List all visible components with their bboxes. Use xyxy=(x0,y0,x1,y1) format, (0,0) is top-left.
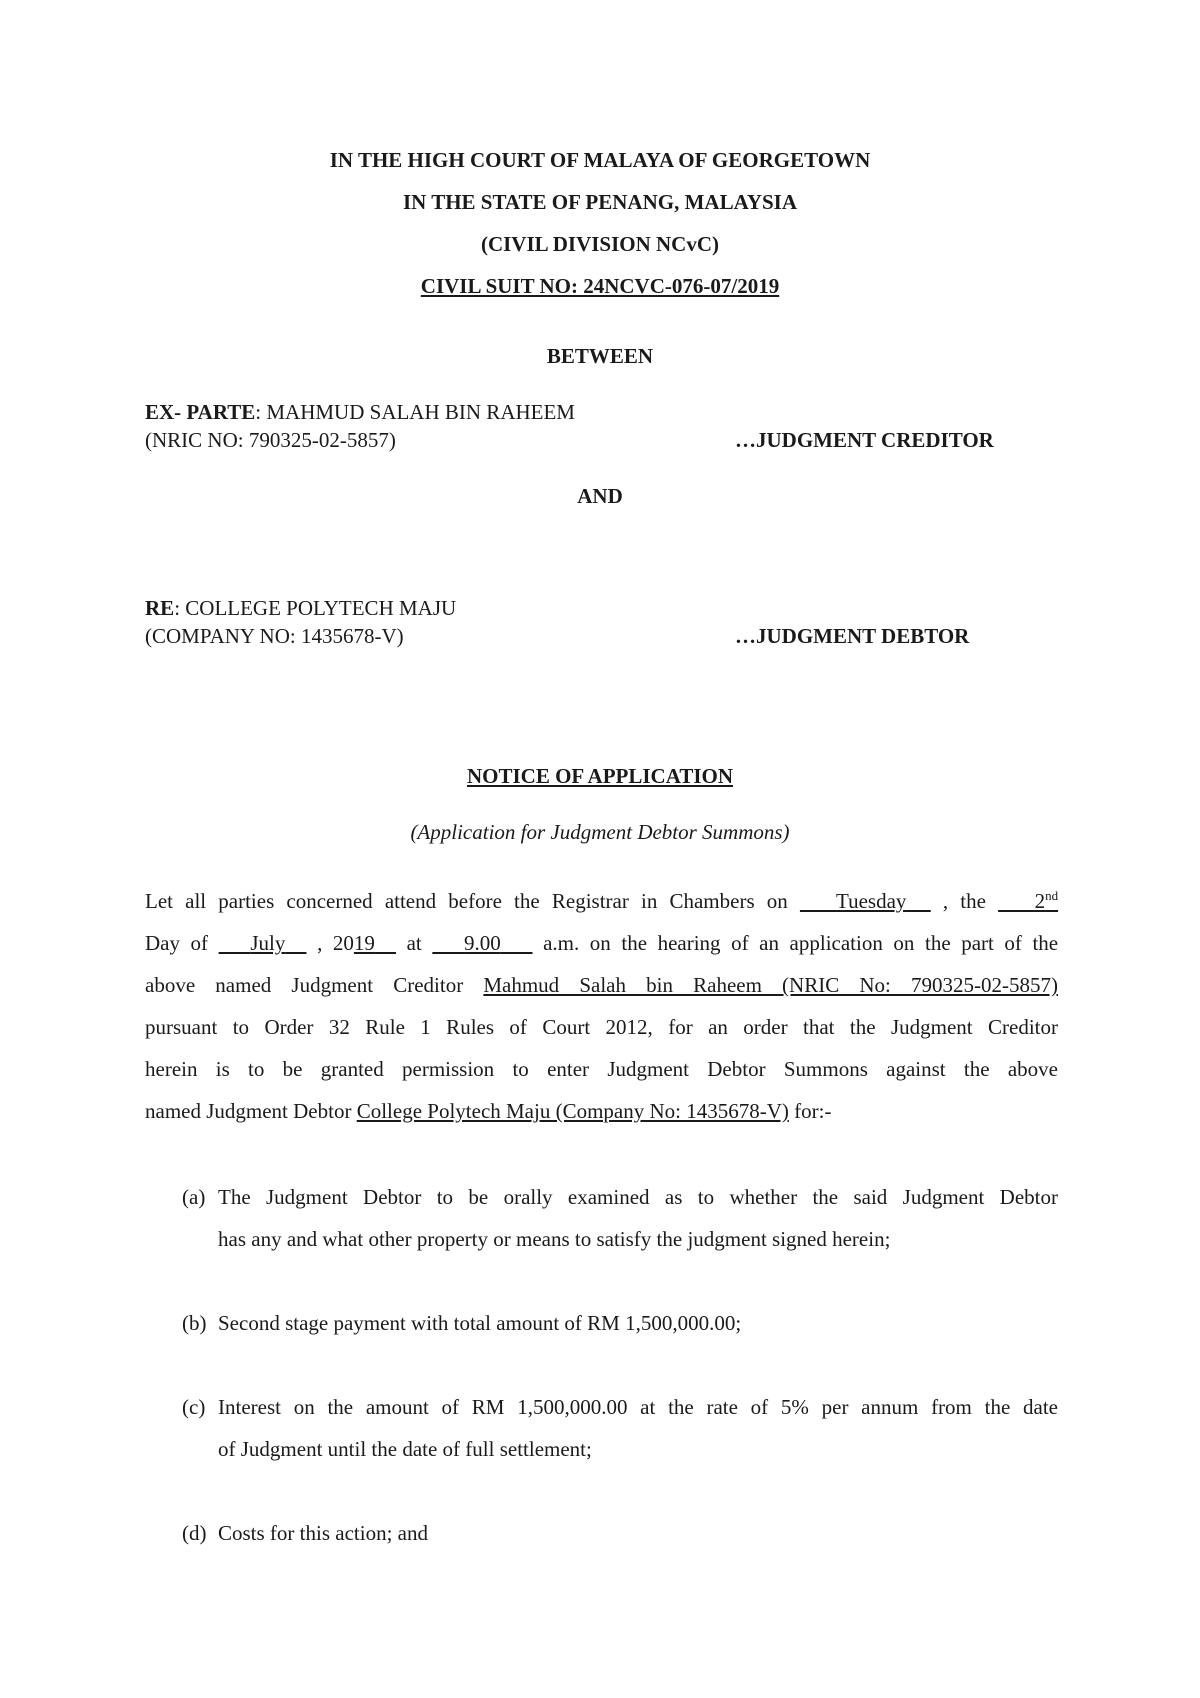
list-item-text: Interest on the amount of RM 1,500,000.00 at the rate of 5% per annum from the date xyxy=(218,1395,1058,1419)
debtor-id: (COMPANY NO: 1435678-V) xyxy=(145,624,404,648)
text-segment: , 20 xyxy=(317,931,354,955)
text-segment: Day of xyxy=(145,931,209,955)
list-item-label: (c) xyxy=(182,1395,206,1419)
hearing-year-value: 19 xyxy=(353,931,375,955)
paragraph-line-5: herein is to be granted permission to enter Judgment Debtor Summons against the above xyxy=(145,1057,1058,1081)
paragraph-line-4: pursuant to Order 32 Rule 1 Rules of Court 2012, for an order that the Judgment Creditor xyxy=(145,1015,1058,1039)
paragraph-line-2 xyxy=(145,922,1058,964)
list-item xyxy=(182,1512,1058,1554)
list-item-text: Costs for this action; and xyxy=(218,1521,428,1545)
creditor-reference: Mahmud Salah bin Raheem (NRIC No: 790325-02-5857) xyxy=(483,973,1058,997)
paragraph-line-3 xyxy=(145,964,1058,1006)
hearing-date-value: 2 xyxy=(1034,889,1046,913)
between-label: BETWEEN xyxy=(546,344,654,368)
creditor-name: : MAHMUD SALAH BIN RAHEEM xyxy=(255,400,575,424)
paragraph-line-6 xyxy=(145,1090,1058,1132)
list-item xyxy=(182,1386,1058,1470)
hearing-day xyxy=(800,889,931,913)
text-segment: for:- xyxy=(794,1099,832,1123)
text-segment: , the xyxy=(942,889,986,913)
debtor-prefix: RE xyxy=(145,596,175,620)
text-segment: at xyxy=(406,931,422,955)
notice-title: NOTICE OF APPLICATION xyxy=(466,764,734,788)
hearing-time xyxy=(432,931,532,955)
creditor-prefix: EX- PARTE xyxy=(145,400,256,424)
hearing-year xyxy=(354,931,396,955)
text-segment: Let all parties concerned attend before the Registrar in Chambers on xyxy=(145,889,788,913)
suit-number: CIVIL SUIT NO: 24NCVC-076-07/2019 xyxy=(420,274,780,298)
court-heading-line2: IN THE STATE OF PENANG, MALAYSIA xyxy=(402,190,798,214)
and-label: AND xyxy=(577,484,623,508)
debtor-reference: College Polytech Maju (Company No: 1435678-V) xyxy=(356,1099,789,1123)
hearing-date-suffix: nd xyxy=(1045,888,1059,903)
paragraph-line-1 xyxy=(145,880,1058,922)
text-segment: above named Judgment Creditor xyxy=(145,973,464,997)
list-item xyxy=(182,1302,1058,1344)
list-item-label: (d) xyxy=(182,1521,207,1545)
hearing-day-value: Tuesday xyxy=(836,889,907,913)
court-heading-line1: IN THE HIGH COURT OF MALAYA OF GEORGETOWN xyxy=(329,148,871,172)
list-item-label: (b) xyxy=(182,1311,207,1335)
debtor-role: …JUDGMENT DEBTOR xyxy=(735,624,970,648)
hearing-time-value: 9.00 xyxy=(464,931,501,955)
list-item-text: of Judgment until the date of full settlement; xyxy=(218,1437,592,1461)
hearing-date xyxy=(998,889,1058,913)
list-item-text: The Judgment Debtor to be orally examined as to whether the said Judgment Debtor xyxy=(218,1185,1058,1209)
list-item-text: Second stage payment with total amount of RM 1,500,000.00; xyxy=(218,1311,742,1335)
application-paragraph xyxy=(145,880,1058,1132)
notice-subtitle: (Application for Judgment Debtor Summons) xyxy=(410,820,790,844)
hearing-month xyxy=(219,931,307,955)
text-segment: a.m. on the hearing of an application on the part of the xyxy=(543,931,1059,955)
division-heading: (CIVIL DIVISION NCvC) xyxy=(480,232,720,256)
list-item-label: (a) xyxy=(182,1185,206,1209)
debtor-name: : COLLEGE POLYTECH MAJU xyxy=(174,596,457,620)
creditor-role: …JUDGMENT CREDITOR xyxy=(735,428,994,452)
creditor-name-line xyxy=(145,400,575,425)
list-item-text: has any and what other property or means to satisfy the judgment signed herein; xyxy=(218,1227,891,1251)
list-item xyxy=(182,1176,1058,1260)
hearing-month-value: July xyxy=(250,931,286,955)
creditor-id: (NRIC NO: 790325-02-5857) xyxy=(145,428,396,452)
text-segment: named Judgment Debtor xyxy=(145,1099,352,1123)
debtor-name-line xyxy=(145,596,456,621)
